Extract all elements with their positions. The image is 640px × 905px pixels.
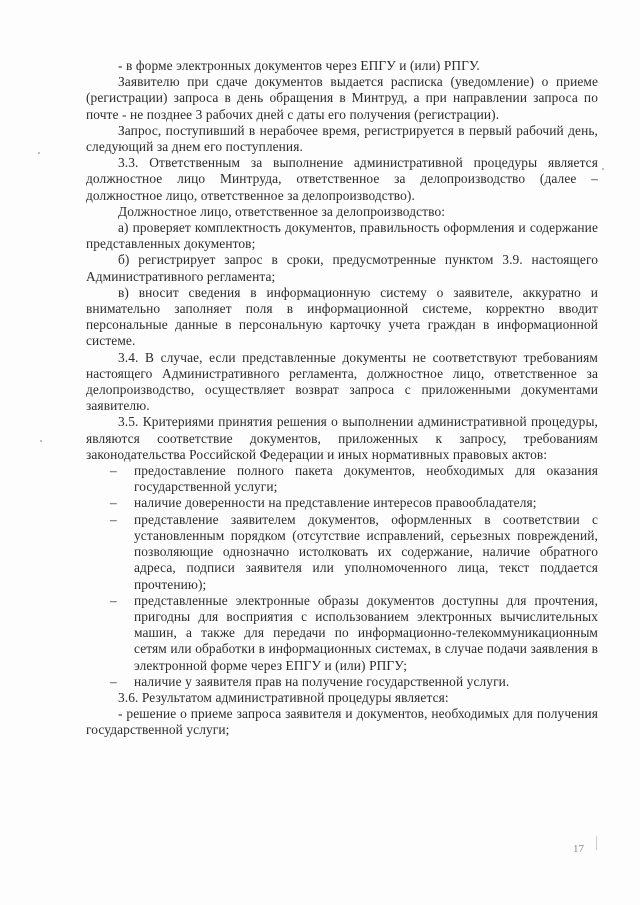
list-item [86, 463, 598, 495]
paragraph: Должностное лицо, ответственное за делопроизводство: [118, 203, 446, 219]
list-item-text: наличие доверенности на представление интересов правообладателя; [134, 495, 537, 511]
paragraph: 3.6. Результатом административной процедуры является: [118, 689, 449, 705]
paragraph: Заявителю при сдаче документов выдается расписка (уведомление) о приеме (регистрации) запроса в день обращения в Минтруд, а при направлении запроса по почте - не позднее 3 рабочих дней с даты его получения (регистрации). [86, 74, 598, 122]
dash-bullet: – [110, 463, 117, 479]
paragraph: а) проверяет комплектность документов, правильность оформления и содержание представленных документов; [86, 220, 598, 252]
dash-bullet: – [110, 511, 117, 527]
scan-speck [602, 168, 604, 170]
list-item [86, 674, 598, 690]
list-item [86, 512, 598, 593]
paragraph: - в форме электронных документов через ЕПГУ и (или) РПГУ. [118, 58, 480, 73]
list-item-text: наличие у заявителя прав на получение государственной услуги. [134, 673, 510, 689]
list-item-text: предоставление полного пакета документов, необходимых для оказания государственной услуги; [134, 463, 598, 495]
document-body [86, 58, 598, 739]
paragraph: 3.5. Критериями принятия решения о выполнении административной процедуры, являются соответствие документов, приложенных к запросу, требованиям законодательства Российской Федерации и иных нормативных правовых актов: [86, 414, 598, 462]
list-item [86, 593, 598, 674]
dash-bullet: – [110, 673, 117, 689]
paragraph: в) вносит сведения в информационную систему о заявителе, аккуратно и внимательно заполняет поля в информационной системе, корректно вводит персональные данные в персональную карточку учета граждан в информационной системе. [86, 284, 598, 349]
paragraph: 3.4. В случае, если представленные документы не соответствуют требованиям настоящего Административного регламента, должностное лицо, ответственное за делопроизводство, осуществляет возврат запроса с приложенными документами заявителю. [86, 349, 598, 414]
scan-speck [40, 440, 42, 442]
list-item [86, 495, 598, 511]
page-number: 17 [573, 843, 584, 855]
paragraph: - решение о приеме запроса заявителя и документов, необходимых для получения государственной услуги; [86, 706, 598, 738]
paragraph: 3.3. Ответственным за выполнение административной процедуры является должностное лицо Минтруда, ответственное за делопроизводство (далее – должностное лицо, ответственное за делопроизводство). [86, 155, 598, 203]
dash-bullet: – [110, 592, 117, 608]
scan-speck [596, 836, 597, 850]
dash-bullet: – [110, 495, 117, 511]
scan-speck [38, 152, 40, 154]
paragraph: Запрос, поступивший в нерабочее время, регистрируется в первый рабочий день, следующий за днем его поступления. [86, 122, 598, 155]
list-item-text: представленные электронные образы документов доступны для прочтения, пригодны для восприятия с использованием электронных вычислительных машин, а также для передачи по информационно-телекоммуникационным сетям или обработки в информационных системах, в случае подачи заявления в электронной форме через ЕПГУ и (или) РПГУ; [134, 592, 598, 673]
paragraph: б) регистрирует запрос в сроки, предусмотренные пунктом 3.9. настоящего Административного регламента; [86, 252, 598, 284]
list-item-text: представление заявителем документов, оформленных в соответствии с установленным порядком (отсутствие исправлений, серьезных повреждений, позволяющие однозначно истолковать их содержание, наличие обратного адреса, подписи заявителя или уполномоченного лица, текст поддается прочтению); [134, 511, 598, 592]
